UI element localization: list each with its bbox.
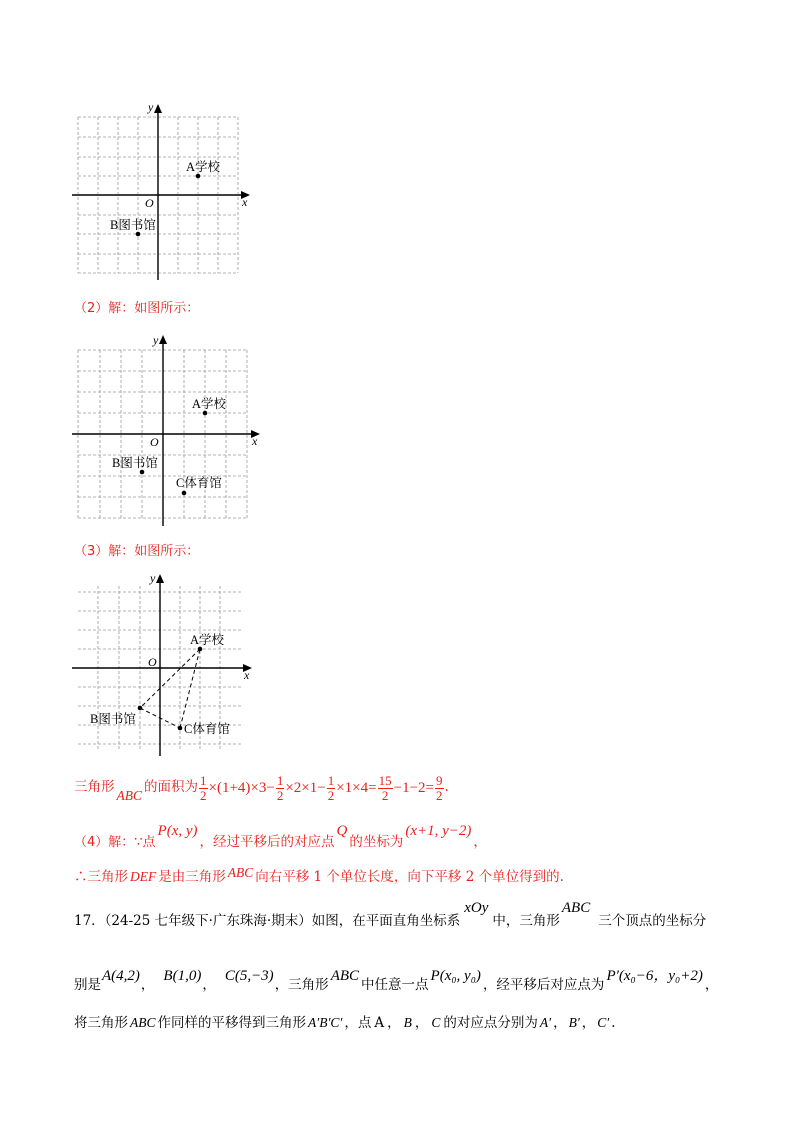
fraction-3: $\frac{1}{2}$: [327, 772, 335, 803]
part4-d: ，: [473, 833, 487, 850]
point-b: [140, 470, 145, 475]
point-c-label: C体育馆: [184, 722, 230, 736]
point-b-label: B图书馆: [90, 712, 136, 726]
q17-l3f: 的对应点分别为: [443, 1015, 538, 1031]
coordinate-grid-figure-2: [70, 330, 270, 530]
q17-l2b: ，三角形: [274, 976, 329, 993]
term-4: −1−2=: [393, 779, 434, 796]
point-b-label: B图书馆: [112, 456, 158, 470]
x-axis-label: x: [244, 668, 250, 682]
y-axis-arrow-icon: [156, 574, 164, 583]
q17-line-2: [74, 964, 718, 992]
part3-heading: （3）解：如图所示：: [74, 544, 200, 559]
part4-c: 的坐标为: [349, 833, 404, 850]
c-prime: C′: [597, 1015, 610, 1030]
abc-label-3: ABC: [130, 1015, 156, 1030]
q17-l3g: ，: [553, 1015, 567, 1031]
x-axis-label: x: [252, 434, 258, 448]
q17-l3h: ，: [581, 1015, 596, 1031]
point-a: [203, 411, 208, 416]
abc-label-2: ABC: [330, 968, 360, 984]
origin-label: O: [148, 655, 157, 669]
fraction-5: $\frac{9}{2}$: [436, 772, 443, 803]
q17-l2c: 中任意一点: [361, 976, 429, 993]
term-3: ×1×4=: [336, 779, 377, 796]
part4-a: （4）解：∵点: [74, 835, 156, 850]
q17-l2d: ，经平移后对应点为: [482, 976, 605, 993]
point-b: [136, 232, 141, 237]
coord-b: B(1,0): [163, 968, 202, 984]
b-prime: B′: [568, 1015, 580, 1030]
q17-l2a: 别是: [74, 976, 101, 993]
part4-line: [74, 825, 487, 849]
point-a-label: A学校: [192, 397, 227, 411]
point-c: [178, 726, 183, 731]
point-a: [198, 647, 203, 652]
abc-prime-label: A′B′C′: [308, 1015, 343, 1030]
conclusion-b: 是由三角形: [158, 869, 226, 885]
coordinate-grid-figure-1: [70, 100, 260, 280]
q17-l1c: 三个顶点的坐标分: [598, 912, 707, 929]
point-b-label: B图书馆: [110, 218, 156, 232]
q17-l3d: ，: [387, 1015, 401, 1031]
q17-l1b: 中，三角形: [492, 912, 560, 929]
q17-sep2: ，: [202, 976, 216, 993]
term-1: ×(1+4)×3−: [208, 779, 275, 796]
origin-label: O: [150, 435, 159, 449]
area-end: .: [444, 779, 449, 796]
point-b: [138, 706, 143, 711]
point-c: [182, 491, 187, 496]
point-a-name: A: [374, 1015, 385, 1031]
part2-heading: （2）解：如图所示：: [74, 301, 200, 316]
q17-l1a: 17．（24-25 七年级下·广东珠海·期末）如图，在平面直角坐标系: [74, 912, 461, 929]
q17-line-3: [74, 1016, 616, 1031]
point-a: [196, 174, 201, 179]
q17-l3c: ，点: [344, 1015, 372, 1031]
conclusion-c: 向右平移 1 个单位长度，向下平移 2 个单位得到的.: [255, 869, 564, 885]
point-a-label: A学校: [190, 633, 225, 647]
point-q: Q: [336, 823, 348, 839]
point-p0: P(x₀, y₀): [430, 968, 481, 984]
y-axis-label: y: [148, 100, 154, 114]
point-a-label: A学校: [186, 160, 221, 174]
coordinate-grid-figure-3: [70, 570, 270, 760]
xoy-label: xOy: [464, 900, 489, 916]
coord-c: C(5,−3): [224, 968, 274, 984]
triangle-abc-name: ABC: [227, 865, 254, 880]
triangle-name: ABC: [116, 788, 142, 804]
point-c-label: C体育馆: [176, 476, 222, 490]
fraction-4: $\frac{15}{2}$: [378, 772, 392, 803]
q17-sep1: ，: [140, 976, 155, 993]
y-axis-arrow-icon: [154, 104, 162, 113]
fraction-2: $\frac{1}{2}$: [276, 772, 284, 803]
q17-l3i: .: [611, 1015, 616, 1031]
q-coordinates: (x+1, y−2): [405, 823, 472, 839]
coord-a: A(4,2): [102, 968, 140, 984]
part4-b: ，经过平移后的对应点: [199, 833, 335, 850]
q17-l2e: ，: [704, 976, 719, 993]
point-b-name: B: [403, 1015, 412, 1030]
term-2: ×2×1−: [285, 779, 326, 796]
point-p: P(x, y): [157, 823, 198, 839]
conclusion-a: ∴三角形: [74, 869, 128, 885]
x-axis-label: x: [242, 195, 248, 209]
q17-line-1: [74, 900, 707, 929]
y-axis-label: y: [153, 333, 159, 347]
a-prime: A′: [539, 1015, 552, 1030]
point-p-prime: P′(x₀−6，y₀+2): [606, 968, 703, 984]
conclusion-line: [74, 865, 564, 885]
q17-l3a: 将三角形: [74, 1015, 128, 1031]
triangle-def: DEF: [130, 869, 157, 884]
y-axis-arrow-icon: [159, 335, 167, 344]
q17-l3b: 作同样的平移得到三角形: [157, 1015, 306, 1031]
abc-label: ABC: [561, 900, 591, 916]
y-axis-label: y: [150, 571, 156, 585]
q17-l3e: ，: [414, 1015, 429, 1031]
point-c-name: C: [431, 1015, 441, 1030]
area-formula: [74, 768, 449, 808]
origin-label: O: [145, 196, 154, 210]
area-mid: 的面积为: [144, 779, 198, 796]
fraction-1: $\frac{1}{2}$: [200, 772, 207, 803]
area-prefix: 三角形: [74, 779, 115, 796]
